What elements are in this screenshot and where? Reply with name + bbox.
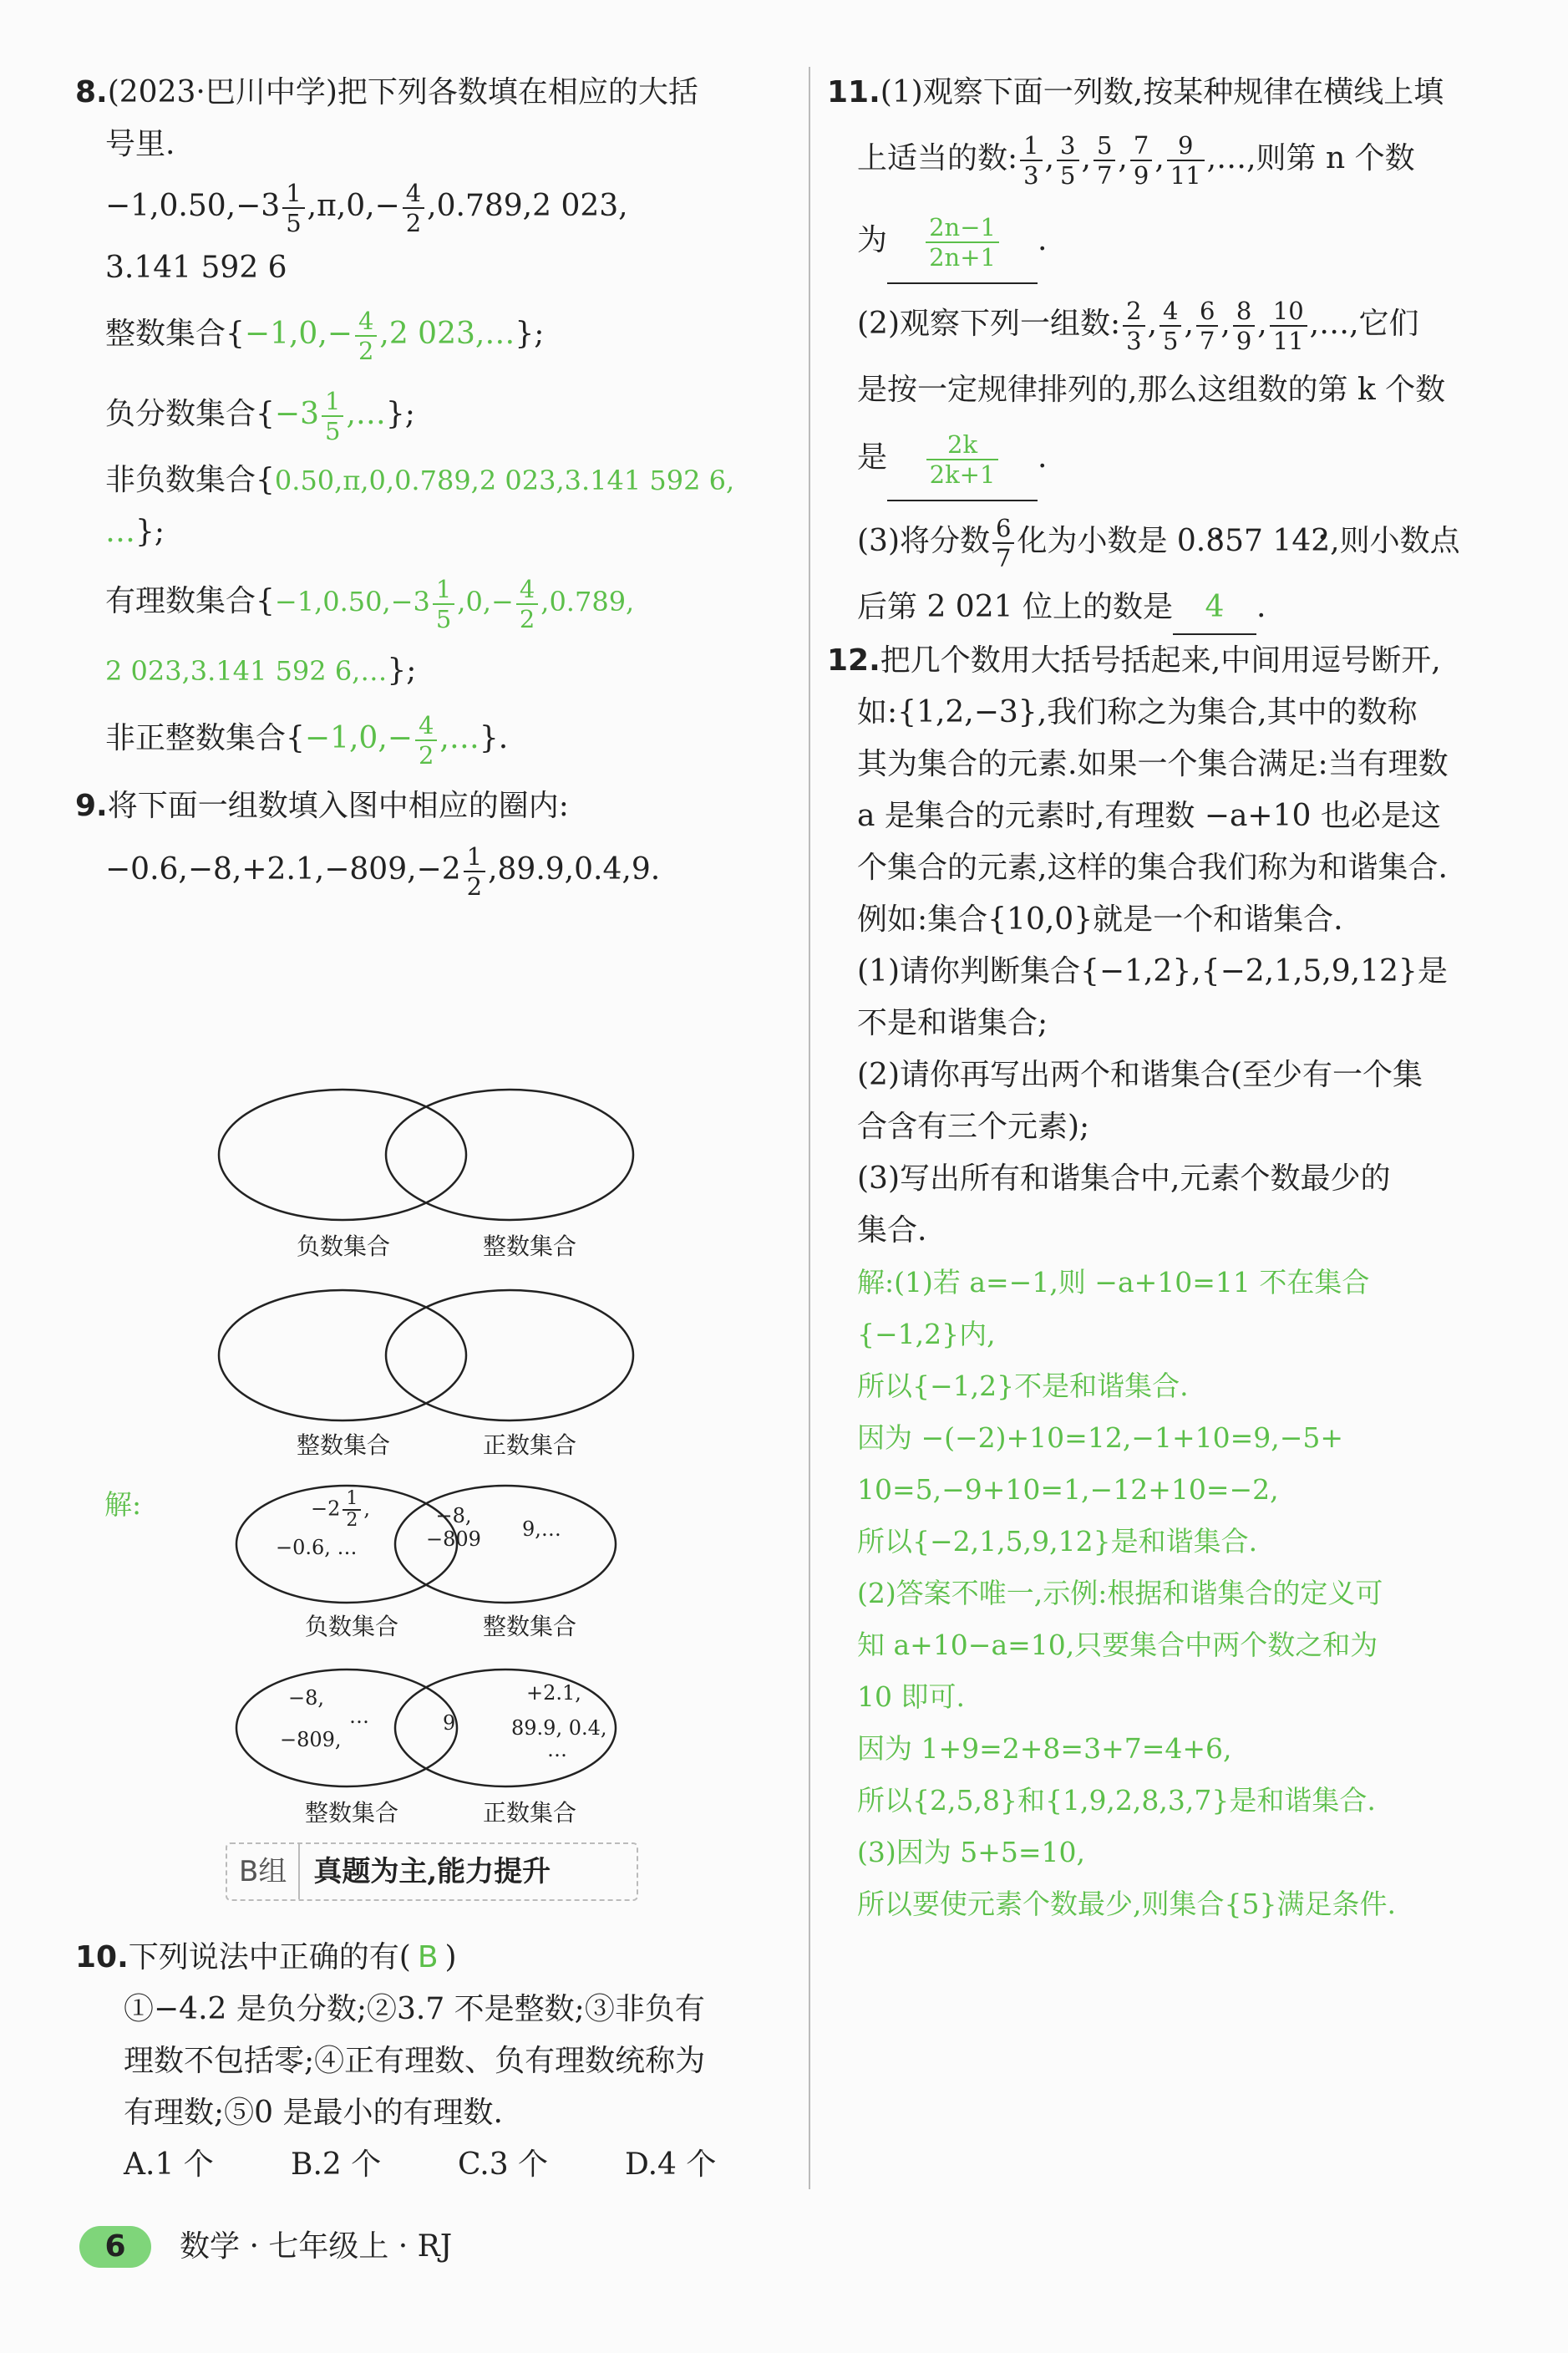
column-divider xyxy=(809,67,810,2189)
question-text: (1)请你判断集合{−1,2},{−2,1,5,9,12}是 xyxy=(857,954,1448,988)
decimal-question xyxy=(827,501,1529,582)
left-column xyxy=(75,67,794,907)
solution-line: (2)答案不唯一,示例:根据和谐集合的定义可 xyxy=(857,1577,1383,1609)
region-left: −8, xyxy=(288,1686,325,1710)
question-8 xyxy=(75,67,794,780)
answer-line-2: 是 $\frac{2k}{2k+1}$ . xyxy=(827,416,1529,501)
answer xyxy=(274,574,635,633)
venn-label: 正数集合 xyxy=(483,1431,577,1459)
denominator: 9 xyxy=(1236,327,1252,355)
region-middle xyxy=(424,1504,483,1551)
venn-label: 整数集合 xyxy=(305,1799,399,1827)
numerator: 1 xyxy=(1020,131,1042,161)
fraction xyxy=(415,711,437,770)
fraction xyxy=(1196,297,1218,355)
sequence-2: (2)观察下列一组数: $\frac{2}{3}$ , $\frac{4}{5}$ , $\frac{6}{7}$ , $\frac{8}{9}$ , $\frac{10}{11}$ ,…,它们 xyxy=(857,297,1419,355)
question-text: 如:{1,2,−3},我们称之为集合,其中的数称 xyxy=(857,695,1418,729)
answer: B xyxy=(417,1940,439,1974)
region-right: 89.9, 0.4, xyxy=(511,1716,607,1740)
numerator: 4 xyxy=(355,307,377,337)
numerator: 2k xyxy=(926,430,999,460)
ellipse-left xyxy=(219,1090,466,1220)
question-text: (1)观察下面一列数,按某种规律在横线上填 xyxy=(880,75,1444,109)
denominator: 2n+1 xyxy=(929,243,996,272)
denominator: 2 xyxy=(358,337,374,365)
text: ,0.789,2 023, xyxy=(427,189,628,223)
question-text: 个集合的元素,这样的集合我们称为和谐集合. xyxy=(857,851,1448,885)
page-number: 6 xyxy=(79,2226,151,2268)
question-11 xyxy=(827,67,1529,635)
question-number: 9. xyxy=(75,789,108,823)
denominator: 3 xyxy=(1023,161,1039,190)
question-text: (2023·巴川中学)把下列各数填在相应的大括 xyxy=(107,75,698,109)
solution-line: 解:(1)若 a=−1,则 −a+10=11 不在集合 xyxy=(857,1266,1370,1298)
question-number: 10. xyxy=(75,1940,129,1974)
text: }; xyxy=(387,653,417,688)
text: −1,0.50,−3 xyxy=(274,586,430,617)
numerator: 6 xyxy=(1196,297,1218,327)
fraction xyxy=(1167,131,1205,190)
text: −8, xyxy=(435,1504,472,1527)
question-text: a 是集合的元素时,有理数 −a+10 也必是这 xyxy=(857,799,1441,833)
text: }; xyxy=(385,397,415,431)
denominator: 5 xyxy=(1163,327,1179,355)
text: , xyxy=(363,1497,371,1521)
solution-line: 知 a+10−a=10,只要集合中两个数之和为 xyxy=(857,1629,1378,1661)
option-b[interactable]: B.2 个 xyxy=(291,2147,382,2182)
text: 是 xyxy=(857,440,888,475)
question-text: 将下面一组数填入图中相应的圈内: xyxy=(107,789,569,823)
denominator: 11 xyxy=(1170,161,1201,190)
region-right: … xyxy=(547,1738,567,1761)
numerator: 8 xyxy=(1233,297,1255,327)
numerator: 6 xyxy=(992,514,1014,544)
number-list xyxy=(75,832,794,907)
fraction xyxy=(322,387,343,445)
set-label: 非正整数集合{ xyxy=(105,721,305,755)
text: ) xyxy=(444,1940,457,1974)
text: ,0.789, xyxy=(540,586,635,617)
text: }. xyxy=(479,721,509,755)
fraction xyxy=(1094,131,1115,190)
region-left-values: −0.6, … xyxy=(276,1536,358,1559)
fraction xyxy=(992,514,1014,572)
question-text: 其为集合的元素.如果一个集合满足:当有理数 xyxy=(857,747,1449,781)
region-left: … xyxy=(349,1705,369,1728)
question-text: 号里. xyxy=(105,127,175,161)
denominator: 2k+1 xyxy=(929,460,996,489)
footer-text: 数学 · 七年级上 · RJ xyxy=(180,2229,453,2264)
fraction xyxy=(516,575,538,633)
text: −1,0,− xyxy=(244,317,353,351)
text: ,… xyxy=(346,397,386,431)
fraction xyxy=(926,213,999,272)
denominator: 7 xyxy=(1096,161,1113,190)
venn-diagram-1 xyxy=(217,1086,685,1245)
answer xyxy=(304,711,480,770)
text: 上适当的数: xyxy=(857,141,1018,175)
fraction xyxy=(1233,297,1255,355)
rational-set xyxy=(75,558,794,645)
text: . xyxy=(1256,590,1266,624)
repeating-digit: • 2 xyxy=(1311,524,1330,558)
text: 后第 2 021 位上的数是 xyxy=(857,590,1173,624)
statement-line: ①−4.2 是负分数;②3.7 不是整数;③非负有 xyxy=(124,1992,705,2026)
question-text: 不是和谐集合; xyxy=(857,1006,1048,1040)
numerator: 7 xyxy=(1130,131,1152,161)
denominator: 7 xyxy=(996,544,1012,572)
venn-label: 负数集合 xyxy=(305,1613,399,1640)
numerator: 4 xyxy=(403,179,424,209)
numerator: 4 xyxy=(516,575,538,605)
ellipse-left xyxy=(219,1290,466,1420)
set-label: 非负数集合{ xyxy=(105,463,275,497)
solution-line: 10=5,−9+10=1,−12+10=−2, xyxy=(857,1473,1279,1506)
fraction xyxy=(343,1489,361,1531)
text: 化为小数是 0. xyxy=(1017,524,1206,558)
denominator: 11 xyxy=(1272,327,1304,355)
text: ,则小数点 xyxy=(1330,524,1460,558)
answer-blank xyxy=(887,199,1038,284)
region-middle: 9 xyxy=(443,1711,456,1735)
venn-label: 整数集合 xyxy=(483,1613,577,1640)
question-text: 合含有三个元素); xyxy=(857,1110,1090,1144)
text: 57 14 xyxy=(1225,524,1312,558)
numerator: 1 xyxy=(322,387,343,417)
integer-set xyxy=(75,294,794,374)
text: ,2 023,… xyxy=(379,317,515,351)
numerator: 1 xyxy=(282,179,304,209)
text: ,89.9,0.4,9. xyxy=(488,852,661,887)
numerator: 9 xyxy=(1167,131,1205,161)
solution-line: 所以{2,5,8}和{1,9,2,8,3,7}是和谐集合. xyxy=(857,1784,1376,1817)
answer xyxy=(274,387,386,445)
option-c[interactable]: C.3 个 xyxy=(458,2147,549,2182)
answer-blank xyxy=(887,416,1038,501)
question-12 xyxy=(827,635,1529,1930)
numerator: 1 xyxy=(343,1489,361,1511)
venn-label: 正数集合 xyxy=(483,1799,577,1827)
solution xyxy=(827,1257,1529,1930)
venn-diagram-2 xyxy=(217,1287,685,1446)
non-positive-integer-set xyxy=(75,697,794,780)
region-left: −809, xyxy=(280,1728,342,1751)
solution-line: {−1,2}内, xyxy=(857,1318,996,1350)
question-text: 下列说法中正确的有( xyxy=(128,1940,411,1974)
statement-line: 理数不包括零;④正有理数、负有理数统称为 xyxy=(124,2044,706,2078)
text: −2 xyxy=(311,1497,341,1521)
options xyxy=(75,2139,794,2191)
sequence-1: 上适当的数: $\frac{1}{3}$ , $\frac{3}{5}$ , $\frac{5}{7}$ , $\frac{7}{9}$ , $\frac{9}{11}$ ,…,则第 n 个数 xyxy=(857,131,1415,190)
solution-line: (3)因为 5+5=10, xyxy=(857,1836,1086,1868)
denominator: 9 xyxy=(1133,161,1149,190)
numerator: 2n−1 xyxy=(926,213,999,243)
fraction xyxy=(1020,131,1042,190)
text: −3 xyxy=(274,397,319,431)
denominator: 2 xyxy=(405,209,422,237)
region-right: 9,… xyxy=(522,1517,561,1541)
question-text: 例如:集合{10,0}就是一个和谐集合. xyxy=(857,902,1343,937)
repeating-digit: • 8 xyxy=(1205,524,1225,558)
solution-label: 解: xyxy=(104,1488,142,1521)
denominator: 5 xyxy=(435,604,452,633)
text: }; xyxy=(135,515,165,549)
text: }; xyxy=(515,317,545,351)
text: ,…,则第 n 个数 xyxy=(1206,141,1415,175)
denominator: 5 xyxy=(1060,161,1076,190)
answer: 2 023,3.141 592 6,… xyxy=(105,655,388,687)
venn-label: 整数集合 xyxy=(297,1431,391,1459)
fraction xyxy=(926,430,999,489)
text: (2)观察下列一组数: xyxy=(857,307,1121,341)
numerator: 4 xyxy=(1160,297,1181,327)
fraction xyxy=(433,575,454,633)
non-negative-set xyxy=(75,455,794,506)
denominator: 5 xyxy=(324,417,341,445)
region-right: +2.1, xyxy=(526,1681,581,1705)
option-a[interactable]: A.1 个 xyxy=(124,2147,214,2182)
answer-line-1: 为 $\frac{2n-1}{2n+1}$ . xyxy=(827,199,1529,284)
page-footer xyxy=(79,2223,452,2268)
solution-line: 所以{−2,1,5,9,12}是和谐集合. xyxy=(857,1525,1258,1558)
denominator: 7 xyxy=(1199,327,1215,355)
fraction xyxy=(1270,297,1307,355)
denominator: 2 xyxy=(466,872,483,901)
question-number: 12. xyxy=(827,643,880,678)
fraction xyxy=(403,179,424,237)
text: ,0,− xyxy=(457,586,514,617)
solution-line: 因为 1+9=2+8=3+7=4+6, xyxy=(857,1732,1232,1765)
right-column xyxy=(827,67,1529,1930)
question-text: (3)写出所有和谐集合中,元素个数最少的 xyxy=(857,1161,1391,1196)
denominator: 2 xyxy=(346,1510,358,1531)
fraction xyxy=(1057,131,1078,190)
numerator: 1 xyxy=(464,842,485,872)
numerator: 10 xyxy=(1270,297,1307,327)
statement-line: 有理数;⑤0 是最小的有理数. xyxy=(124,2096,503,2130)
numerator: 4 xyxy=(415,711,437,741)
text: ,… xyxy=(439,721,480,755)
option-d[interactable]: D.4 个 xyxy=(625,2147,717,2182)
solution-line: 所以{−1,2}不是和谐集合. xyxy=(857,1370,1189,1402)
fraction xyxy=(1130,131,1152,190)
section-badge xyxy=(226,1842,638,1901)
answer: … xyxy=(105,515,135,549)
group-title: 真题为主,能力提升 xyxy=(313,1855,551,1888)
question-text: (2)请你再写出两个和谐集合(至少有一个集 xyxy=(857,1058,1423,1092)
numerator: 5 xyxy=(1094,131,1115,161)
solution-line: 因为 −(−2)+10=12,−1+10=9,−5+ xyxy=(857,1421,1344,1454)
answer-line-3 xyxy=(827,582,1529,635)
venn-label: 整数集合 xyxy=(483,1232,577,1260)
set-label: 负分数集合{ xyxy=(105,397,275,431)
denominator: 2 xyxy=(418,741,434,770)
fraction xyxy=(1123,297,1144,355)
set-label: 有理数集合{ xyxy=(105,584,275,618)
denominator: 3 xyxy=(1126,327,1142,355)
set-label: 整数集合{ xyxy=(105,317,245,351)
ellipse-right xyxy=(386,1290,633,1420)
numerator: 2 xyxy=(1123,297,1144,327)
ellipse-right xyxy=(386,1090,633,1220)
text: ,…,它们 xyxy=(1309,307,1419,341)
denominator: 5 xyxy=(286,209,302,237)
answer-blank: 4 xyxy=(1173,582,1256,635)
region-left xyxy=(311,1489,370,1531)
question-text: 是按一定规律排列的,那么这组数的第 k 个数 xyxy=(857,373,1446,407)
text: 为 xyxy=(857,223,888,257)
text: −1,0,− xyxy=(304,721,413,755)
text: −0.6,−8,+2.1,−809,−2 xyxy=(105,852,461,887)
question-9 xyxy=(75,780,794,907)
question-10 xyxy=(75,1932,794,2191)
numerator: 1 xyxy=(433,575,454,605)
text: ,π,0,− xyxy=(307,189,400,223)
non-negative-set-line2 xyxy=(75,506,794,558)
text: −809 xyxy=(426,1527,481,1551)
number-list-line2: 3.141 592 6 xyxy=(105,251,287,285)
ellipse-left xyxy=(236,1669,457,1786)
question-text: 把几个数用大括号括起来,中间用逗号断开, xyxy=(880,643,1441,678)
fraction xyxy=(464,842,485,901)
answer: 0.50,π,0,0.789,2 023,3.141 592 6, xyxy=(274,465,735,496)
solution-line: 10 即可. xyxy=(857,1680,965,1713)
group-label: B组 xyxy=(227,1844,300,1899)
venn-label: 负数集合 xyxy=(297,1232,391,1260)
question-text: 集合. xyxy=(857,1213,927,1248)
denominator: 2 xyxy=(519,604,535,633)
question-number: 11. xyxy=(827,75,880,109)
rational-set-line2 xyxy=(75,645,794,697)
negative-fraction-set xyxy=(75,374,794,455)
fraction xyxy=(1160,297,1181,355)
question-number: 8. xyxy=(75,75,108,109)
text: −1,0.50,−3 xyxy=(105,189,281,223)
fraction xyxy=(282,179,304,237)
number-list xyxy=(75,170,794,242)
answer xyxy=(244,307,515,365)
numerator: 3 xyxy=(1057,131,1078,161)
text: (3)将分数 xyxy=(857,524,990,558)
solution-line: 所以要使元素个数最少,则集合{5}满足条件. xyxy=(857,1888,1396,1920)
fraction xyxy=(355,307,377,365)
